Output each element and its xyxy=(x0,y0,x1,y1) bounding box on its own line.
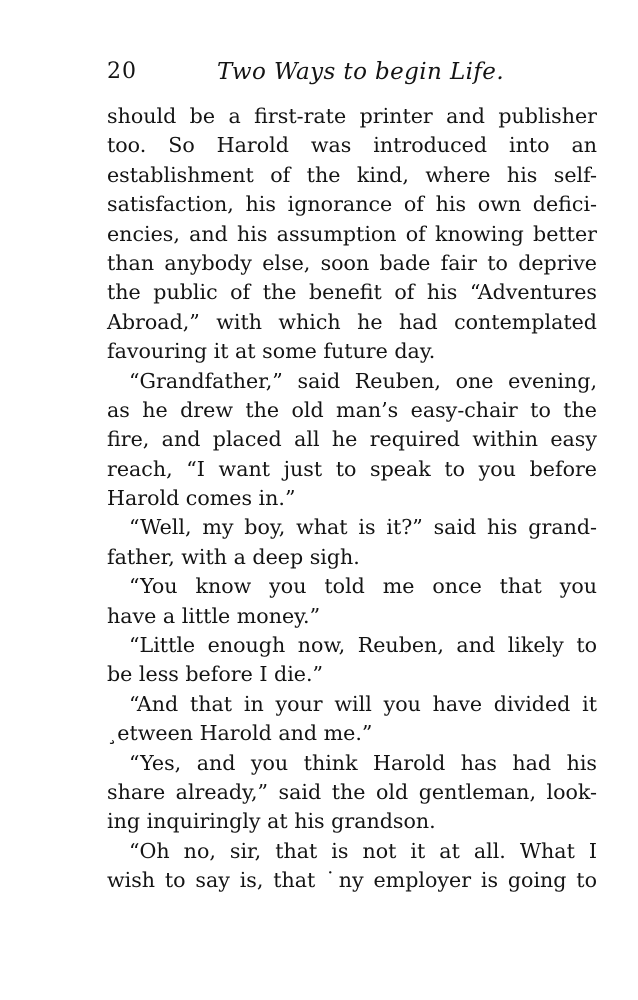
text-line: than anybody else, soon bade fair to deprive xyxy=(107,250,597,275)
text-line: “Oh no, sir, that is not it at all. What I xyxy=(129,838,597,863)
text-line: “Yes, and you think Harold has had his xyxy=(129,750,597,775)
text-line: should be a first-rate printer and publisher xyxy=(107,104,597,128)
text-line: satisfaction, his ignorance of his own defici- xyxy=(107,192,597,217)
text-line: “And that in your will you have divided it xyxy=(129,691,597,716)
text-line: father, with a deep sigh. xyxy=(107,544,360,569)
body-text xyxy=(107,102,597,896)
text-line: wish to say is, that ˙ny employer is going to xyxy=(107,868,597,893)
text-line: “Little enough now, Reuben, and likely to xyxy=(129,633,597,658)
page-header xyxy=(107,52,597,92)
text-line: too. So Harold was introduced into an xyxy=(107,133,597,158)
text-line: share already,” said the old gentleman, look- xyxy=(107,779,597,804)
text-line: establishment of the kind, where his self- xyxy=(107,162,597,187)
text-line: encies, and his assumption of knowing better xyxy=(107,221,597,246)
text-line: ¸etween Harold and me.” xyxy=(107,721,373,746)
text-line: Harold comes in.” xyxy=(107,486,296,511)
text-line: “Grandfather,” said Reuben, one evening, xyxy=(129,368,597,393)
page-number: 20 xyxy=(107,59,137,84)
text-line: favouring it at some future day. xyxy=(107,339,436,364)
text-line: have a little money.” xyxy=(107,603,321,628)
text-line: ing inquiringly at his grandson. xyxy=(107,809,436,834)
text-line: the public of the benefit of his “Adventures xyxy=(107,280,597,305)
running-title: Two Ways to begin Life. xyxy=(217,59,505,85)
text-line: “You know you told me once that you xyxy=(129,574,597,599)
text-line: “Well, my boy, what is it?” said his grand- xyxy=(129,515,597,540)
text-line: fire, and placed all he required within easy xyxy=(107,427,597,452)
text-line: reach, “I want just to speak to you before xyxy=(107,456,597,481)
text-line: be less before I die.” xyxy=(107,662,324,687)
text-line: Abroad,” with which he had contemplated xyxy=(107,309,597,334)
text-line: as he drew the old man’s easy-chair to the xyxy=(107,397,597,422)
